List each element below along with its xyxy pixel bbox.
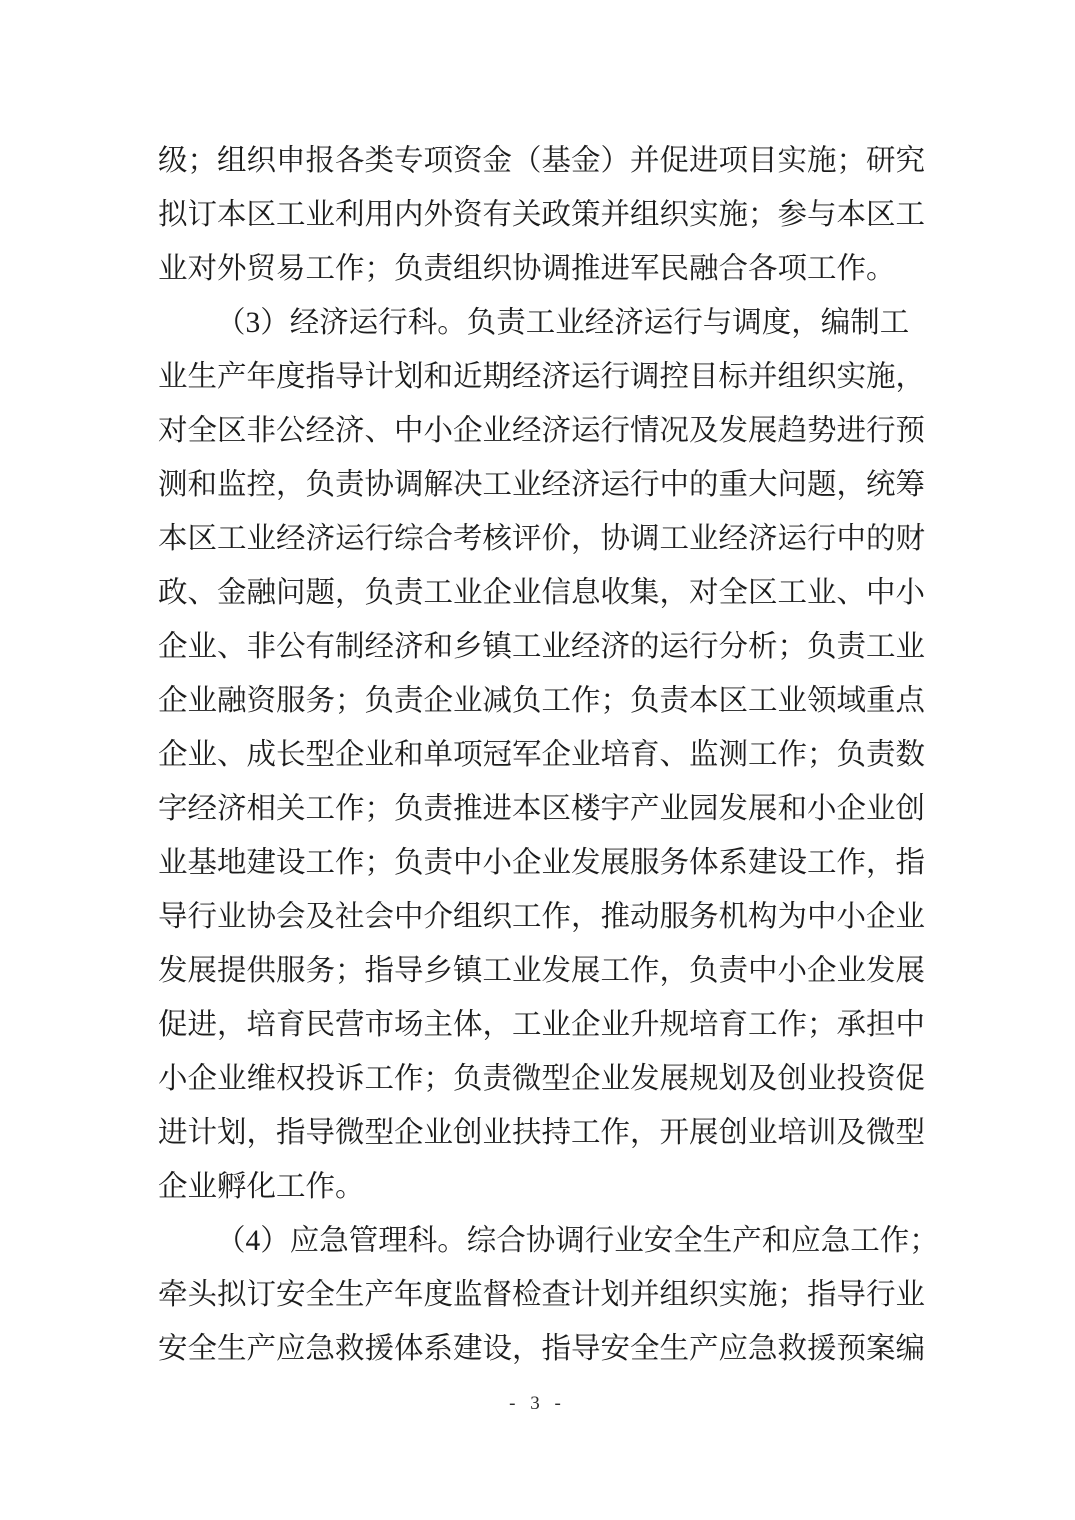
page-number: - 3 - xyxy=(509,1393,566,1414)
text-line: 级；组织申报各类专项资金（基金）并促进项目实施；研究 xyxy=(158,145,926,177)
text-line: 对全区非公经济、中小企业经济运行情况及发展趋势进行预 xyxy=(158,415,926,447)
text-line: 企业融资服务；负责企业减负工作；负责本区工业领域重点 xyxy=(158,685,926,717)
text-line: 牵头拟订安全生产年度监督检查计划并组织实施；指导行业 xyxy=(158,1279,926,1311)
text-line: 拟订本区工业利用内外资有关政策并组织实施；参与本区工 xyxy=(158,199,926,231)
text-line: 进计划，指导微型企业创业扶持工作，开展创业培训及微型 xyxy=(158,1117,926,1149)
text-line: （4）应急管理科。综合协调行业安全生产和应急工作； xyxy=(216,1225,939,1257)
text-line: 测和监控，负责协调解决工业经济运行中的重大问题，统筹 xyxy=(158,469,926,501)
text-line: 发展提供服务；指导乡镇工业发展工作，负责中小企业发展 xyxy=(158,955,926,987)
text-line: 政、金融问题，负责工业企业信息收集，对全区工业、中小 xyxy=(158,577,926,609)
text-line: 字经济相关工作；负责推进本区楼宇产业园发展和小企业创 xyxy=(158,793,926,825)
text-line: 小企业维权投诉工作；负责微型企业发展规划及创业投资促 xyxy=(158,1063,926,1095)
text-line: 企业、成长型企业和单项冠军企业培育、监测工作；负责数 xyxy=(158,739,926,771)
text-line: 业基地建设工作；负责中小企业发展服务体系建设工作，指 xyxy=(158,847,926,879)
text-line: 安全生产应急救援体系建设，指导安全生产应急救援预案编 xyxy=(158,1333,926,1365)
text-line: 导行业协会及社会中介组织工作，推动服务机构为中小企业 xyxy=(158,901,926,933)
text-line: 本区工业经济运行综合考核评价，协调工业经济运行中的财 xyxy=(158,523,926,555)
text-line: 企业孵化工作。 xyxy=(158,1171,365,1203)
document-body xyxy=(158,134,939,1376)
text-line: 促进，培育民营市场主体，工业企业升规培育工作；承担中 xyxy=(158,1009,926,1041)
text-line: 业对外贸易工作；负责组织协调推进军民融合各项工作。 xyxy=(158,253,896,285)
text-line: 业生产年度指导计划和近期经济运行调控目标并组织实施， xyxy=(158,361,926,393)
text-line: （3）经济运行科。负责工业经济运行与调度，编制工 xyxy=(216,307,910,339)
text-line: 企业、非公有制经济和乡镇工业经济的运行分析；负责工业 xyxy=(158,631,926,663)
